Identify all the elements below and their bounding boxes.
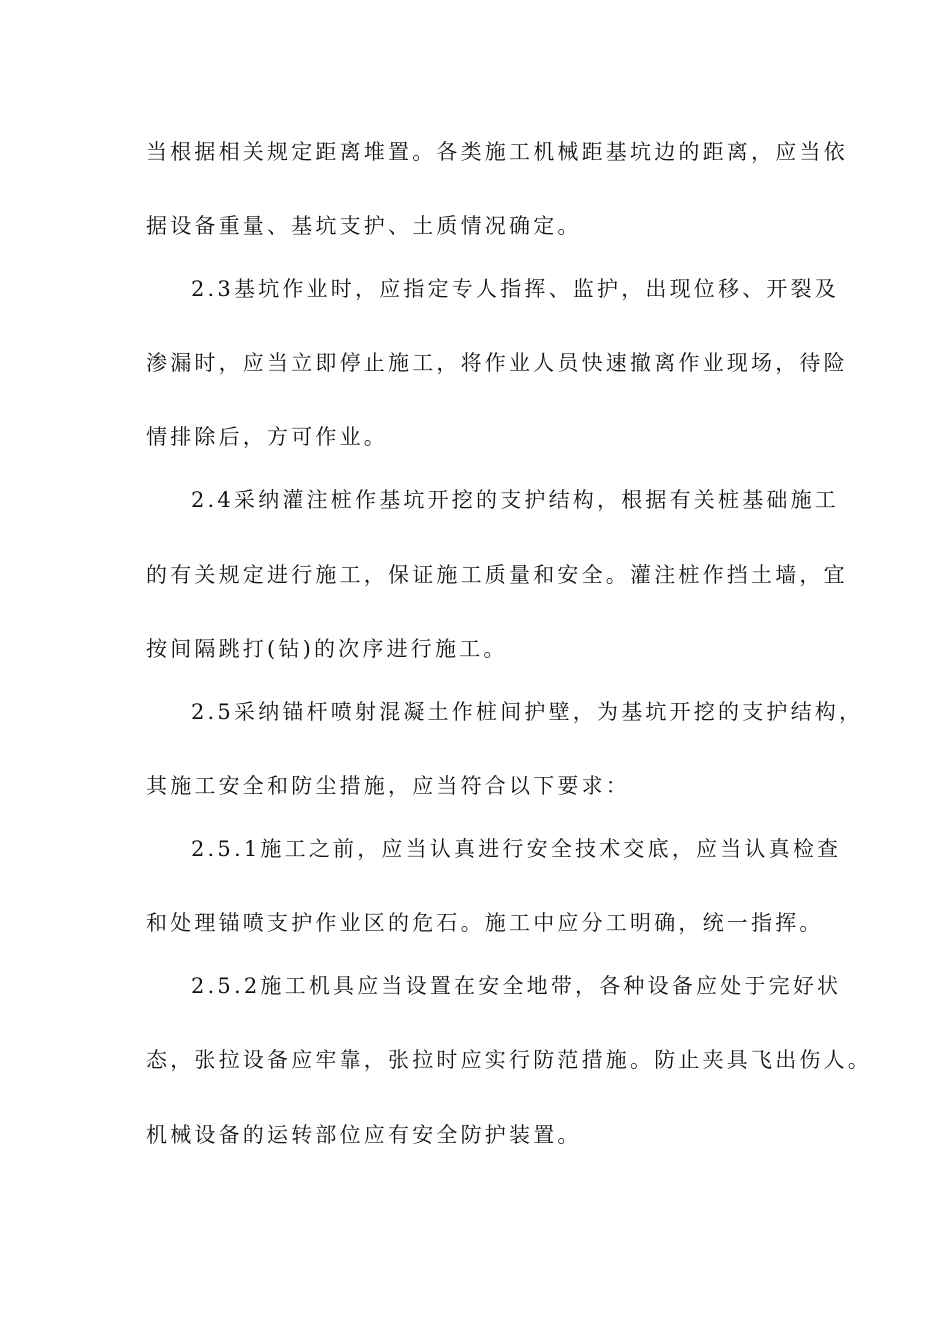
text-line: 情排除后，方可作业。	[146, 425, 388, 449]
text-line: 和处理锚喷支护作业区的危石。施工中应分工明确，统一指挥。	[146, 911, 824, 935]
text-line: 其施工安全和防尘措施，应当符合以下要求：	[146, 774, 630, 798]
paragraph-start-line: 2.3基坑作业时，应指定专人指挥、监护，出现位移、开裂及	[191, 277, 839, 301]
text-line: 机械设备的运转部位应有安全防护装置。	[146, 1123, 582, 1147]
text-line: 态，张拉设备应牢靠，张拉时应实行防范措施。防止夹具飞出伤人。	[146, 1048, 872, 1072]
paragraph-start-line: 2.4采纳灌注桩作基坑开挖的支护结构，根据有关桩基础施工	[191, 488, 839, 512]
paragraph-start-line: 2.5.1施工之前，应当认真进行安全技术交底，应当认真检查	[191, 837, 842, 861]
text-line: 当根据相关规定距离堆置。各类施工机械距基坑边的距离，应当依	[146, 140, 848, 164]
paragraph-start-line: 2.5.2施工机具应当设置在安全地带，各种设备应处于完好状	[191, 974, 842, 998]
text-line: 的有关规定进行施工，保证施工质量和安全。灌注桩作挡土墙，宜	[146, 563, 848, 587]
text-line: 按间隔跳打(钻)的次序进行施工。	[146, 637, 508, 661]
text-line: 据设备重量、基坑支护、土质情况确定。	[146, 214, 582, 238]
paragraph-start-line: 2.5采纳锚杆喷射混凝土作桩间护壁，为基坑开挖的支护结构，	[191, 700, 864, 724]
text-line: 渗漏时，应当立即停止施工，将作业人员快速撤离作业现场，待险	[146, 351, 848, 375]
